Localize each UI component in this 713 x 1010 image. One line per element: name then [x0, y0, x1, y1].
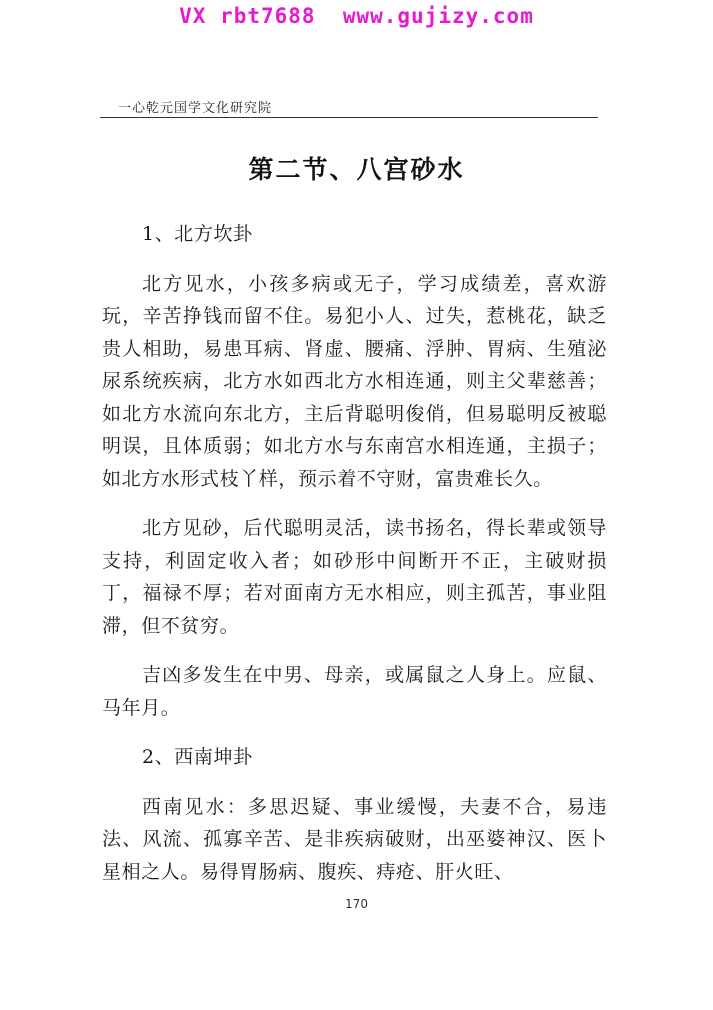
section-title: 第二节、八宫砂水 — [248, 155, 465, 184]
watermark: VX rbt7688 www.gujizy.com — [179, 4, 534, 28]
subsection-heading-southwest: 2、西南坤卦 — [142, 746, 253, 768]
header-divider — [100, 117, 598, 118]
paragraph-north-sand: 北方见砂，后代聪明灵活，读书扬名，得长辈或领导支持，利固定收入者；如砂形中间断开不正，主破财损丁，福禄不厚；若对面南方无水相应，则主孤苦，事业阻滞，但不贫穷。 — [102, 517, 607, 637]
running-header: 一心乾元国学文化研究院 — [118, 101, 273, 116]
page-body — [102, 218, 607, 905]
page-number: 170 — [345, 897, 368, 911]
paragraph-southwest-water: 西南见水：多思迟疑、事业缓慢，夫妻不合，易违法、风流、孤寡辛苦、是非疾病破财，出巫婆神汉、医卜星相之人。易得胃肠病、腹疾、痔疮、肝火旺、 — [102, 795, 607, 883]
paragraph-north-water: 北方见水，小孩多病或无子，学习成绩差，喜欢游玩，辛苦挣钱而留不住。易犯小人、过失，惹桃花，缺乏贵人相助，易患耳病、肾虚、腰痛、浮肿、胃病、生殖泌尿系统疾病，北方水如西北方水相连通，则主父辈慈善；如北方水流向东北方，主后背聪明俊俏，但易聪明反被聪明误，且体质弱；如北方水与东南宫水相连通，主损子；如北方水形式枝丫样，预示着不守财，富贵难长久。 — [102, 272, 607, 490]
paragraph-north-fortune: 吉凶多发生在中男、母亲，或属鼠之人身上。应鼠、马年月。 — [102, 664, 607, 719]
subsection-heading-north: 1、北方坎卦 — [142, 223, 253, 245]
